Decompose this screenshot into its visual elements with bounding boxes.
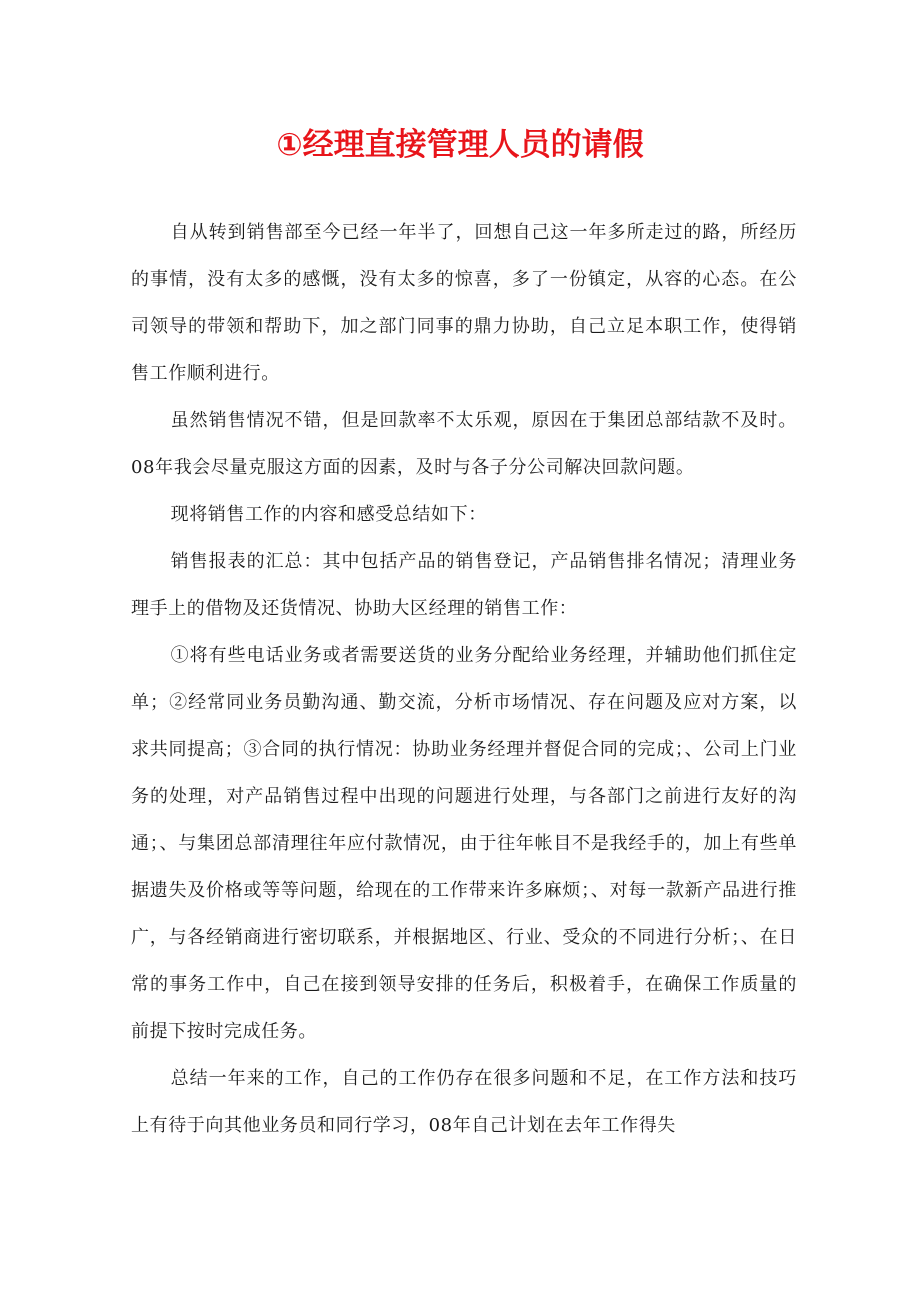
document-body — [131, 209, 797, 1149]
document-title: ①经理直接管理人员的请假 — [276, 127, 644, 163]
paragraph-conclusion: 总结一年来的工作，自己的工作仍存在很多问题和不足，在工作方法和技巧上有待于向其他业务员和同行学习，08年自己计划在去年工作得失 — [131, 1068, 797, 1136]
paragraph-duties: ①将有些电话业务或者需要送货的业务分配给业务经理，并辅助他们抓住定单；②经常同业务员勤沟通、勤交流，分析市场情况、存在问题及应对方案，以求共同提高；③合同的执行情况：协助业务经理并督促合同的完成；、公司上门业务的处理，对产品销售过程中出现的问题进行处理，与各部门之前进行友好的沟通；、与集团总部清理往年应付款情况，由于往年帐目不是我经手的，加上有些单据遗失及价格或等等问题，给现在的工作带来许多麻烦；、对每一款新产品进行推广，与各经销商进行密切联系，并根据地区、行业、受众的不同进行分析；、在日常的事务工作中，自己在接到领导安排的任务后，积极着手，在确保工作质量的前提下按时完成任务。 — [131, 645, 797, 1042]
paragraph-summary-lead: 现将销售工作的内容和感受总结如下： — [170, 504, 487, 525]
paragraph-sales-report: 销售报表的汇总：其中包括产品的销售登记，产品销售排名情况；清理业务理手上的借物及还货情况、协助大区经理的销售工作： — [131, 551, 797, 619]
paragraph-intro: 自从转到销售部至今已经一年半了，回想自己这一年多所走过的路，所经历的事情，没有太多的感慨，没有太多的惊喜，多了一份镇定，从容的心态。在公司领导的带领和帮助下，加之部门同事的鼎力协助，自己立足本职工作，使得销售工作顺利进行。 — [131, 222, 797, 384]
paragraph-payment: 虽然销售情况不错，但是回款率不太乐观，原因在于集团总部结款不及时。08年我会尽量克服这方面的因素，及时与各子分公司解决回款问题。 — [131, 410, 797, 478]
